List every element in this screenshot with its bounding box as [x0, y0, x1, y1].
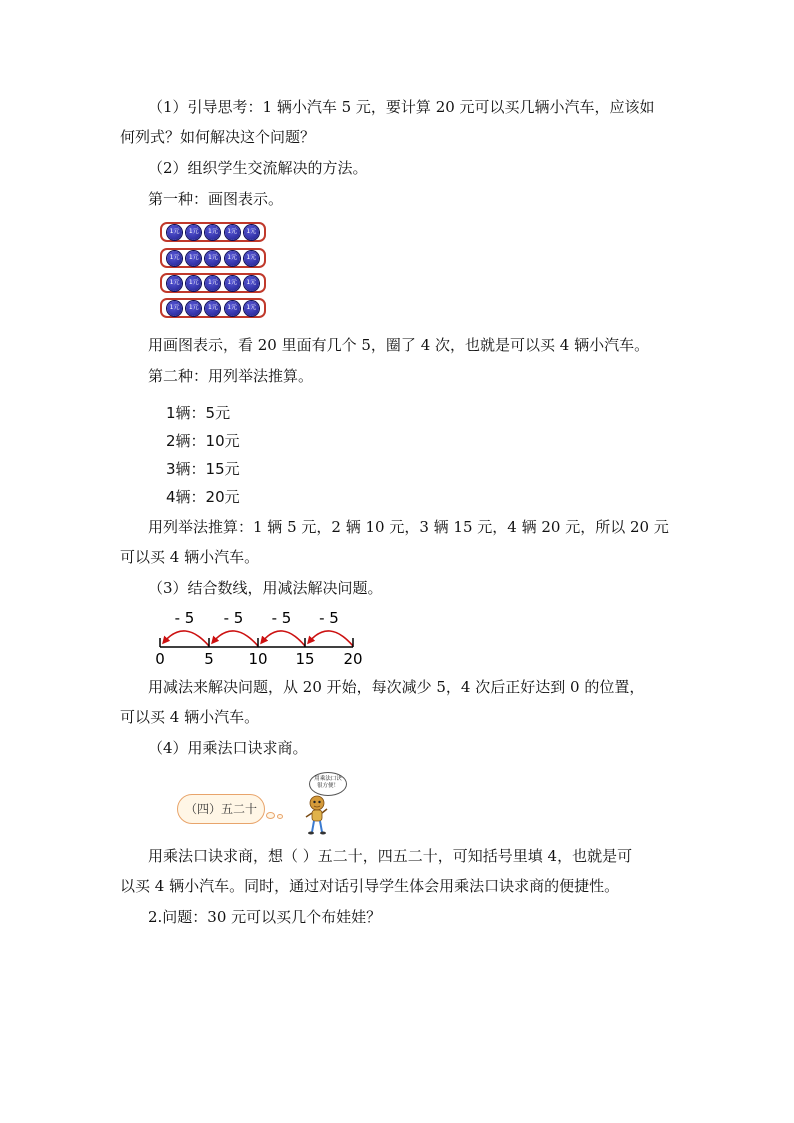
method-1-heading: 第一种：画图表示。: [148, 190, 284, 208]
thought-cloud-text: （四）五二十: [184, 802, 257, 816]
coin-icon: 1元: [244, 276, 259, 291]
number-line-label: 0: [155, 650, 165, 668]
paragraph-2: （2）组织学生交流解决的方法。: [148, 159, 368, 177]
speech-bubble-text: 用乘法口诀很方便！: [314, 776, 342, 789]
coin-icon: 1元: [225, 251, 240, 266]
coin-icon: 1元: [186, 301, 201, 316]
jump-arrow: [213, 631, 258, 646]
enumeration-item: 1辆：5元: [166, 404, 231, 422]
drawing-explanation: 用画图表示，看 20 里面有几个 5，圈了 4 次，也就是可以买 4 辆小汽车。: [148, 336, 650, 354]
number-line-label: 20: [343, 650, 363, 668]
enumeration-explanation-line-2: 可以买 4 辆小汽车。: [120, 548, 260, 566]
number-line-diagram: [0, 608, 794, 668]
cartoon-character-icon: [303, 794, 331, 836]
number-line-label: 10: [248, 650, 268, 668]
coin-icon: 1元: [186, 251, 201, 266]
paragraph-3: （3）结合数线，用减法解决问题。: [148, 579, 383, 597]
coin-icon: 1元: [244, 225, 259, 240]
coin-icon: 1元: [186, 225, 201, 240]
coin-icon: 1元: [167, 301, 182, 316]
coin-icon: 1元: [167, 225, 182, 240]
enumeration-item: 3辆：15元: [166, 460, 240, 478]
coin-group: [160, 248, 266, 268]
coin-icon: 1元: [205, 301, 220, 316]
enumeration-item: 4辆：20元: [166, 488, 240, 506]
subtraction-explanation-line-1: 用减法来解决问题，从 20 开始，每次减少 5，4 次后正好达到 0 的位置，: [148, 678, 645, 696]
enumeration-explanation-line-1: 用列举法推算：1 辆 5 元，2 辆 10 元，3 辆 15 元，4 辆 20 元，所以 20 元: [148, 518, 669, 536]
paragraph-1-line-1: （1）引导思考：1 辆小汽车 5 元，要计算 20 元可以买几辆小汽车，应该如: [148, 98, 655, 116]
coin-icon: 1元: [225, 225, 240, 240]
coin-icon: 1元: [244, 251, 259, 266]
paragraph-1-line-2: 何列式？如何解决这个问题？: [120, 128, 316, 146]
coin-group: [160, 222, 266, 242]
jump-arrow: [309, 631, 353, 646]
jump-label: - 5: [271, 609, 292, 627]
jump-label: - 5: [319, 609, 339, 627]
speech-bubble: [309, 772, 347, 796]
jump-label: - 5: [223, 609, 244, 627]
jump-arrow: [262, 631, 305, 646]
question-2: 2.问题：30 元可以买几个布娃娃？: [148, 908, 382, 926]
paragraph-4: （4）用乘法口诀求商。: [148, 739, 308, 757]
coin-icon: 1元: [225, 301, 240, 316]
coin-icon: 1元: [205, 251, 220, 266]
coin-group: [160, 273, 266, 293]
coin-icon: 1元: [167, 276, 182, 291]
multiplication-explanation-line-1: 用乘法口诀求商，想（ ）五二十，四五二十，可知括号里填 4，也就是可: [148, 847, 633, 865]
method-2-heading: 第二种：用列举法推算。: [148, 367, 314, 385]
thought-dot: [266, 812, 275, 819]
enumeration-item: 2辆：10元: [166, 432, 240, 450]
jump-arrow: [164, 631, 209, 646]
coin-icon: 1元: [244, 301, 259, 316]
multiplication-explanation-line-2: 以买 4 辆小汽车。同时，通过对话引导学生体会用乘法口诀求商的便捷性。: [120, 877, 620, 895]
coin-icon: 1元: [167, 251, 182, 266]
thought-dot: [277, 814, 283, 819]
number-line-label: 5: [204, 650, 214, 668]
coin-icon: 1元: [225, 276, 240, 291]
coin-group: [160, 298, 266, 318]
coin-icon: 1元: [205, 225, 220, 240]
number-line-label: 15: [295, 650, 315, 668]
thought-cloud: [177, 794, 265, 824]
jump-label: - 5: [174, 609, 195, 627]
coin-icon: 1元: [205, 276, 220, 291]
subtraction-explanation-line-2: 可以买 4 辆小汽车。: [120, 708, 260, 726]
coin-icon: 1元: [186, 276, 201, 291]
